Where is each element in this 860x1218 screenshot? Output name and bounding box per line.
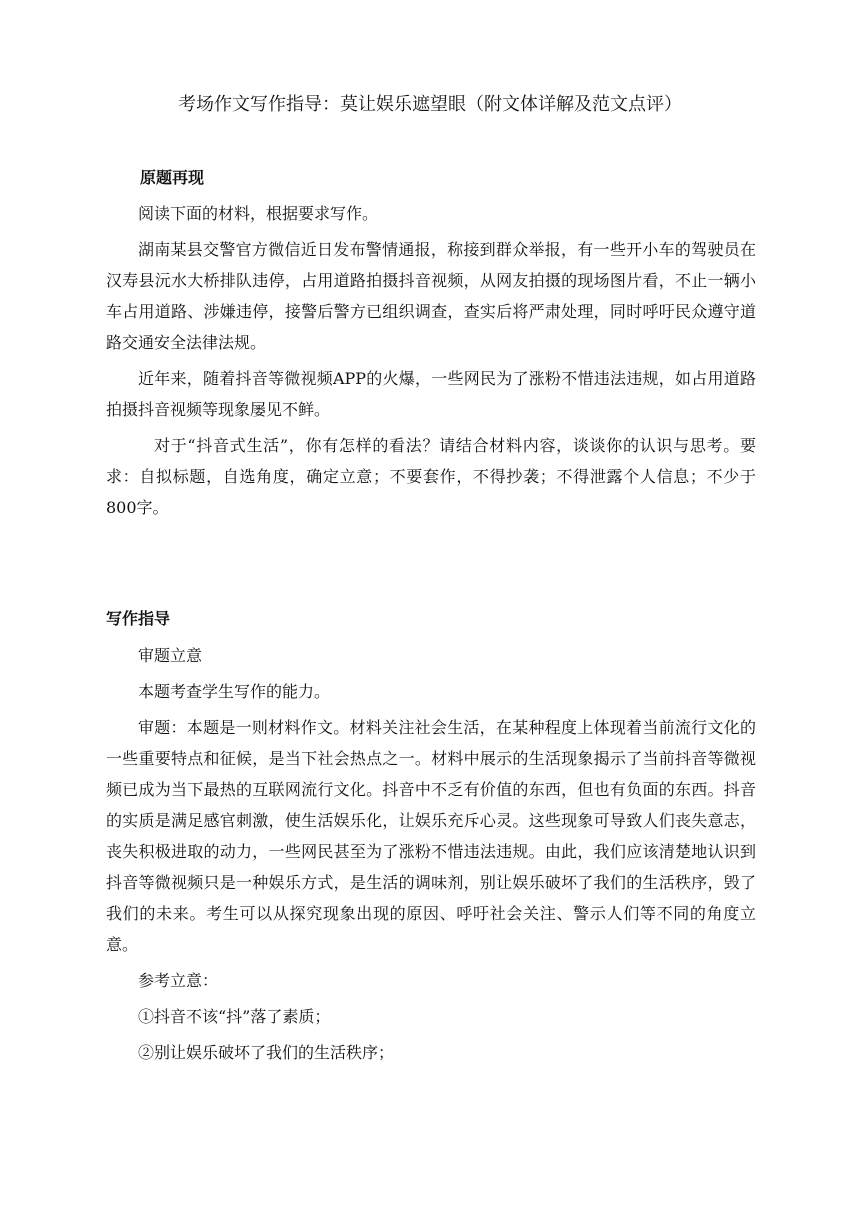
section-guide-body <box>106 640 756 1068</box>
list-item: ①抖音不该“抖”落了素质； <box>138 1007 331 1026</box>
section-heading: 原题再现 <box>140 168 205 187</box>
section-heading-original <box>140 166 756 190</box>
paragraph: 本题考查学生写作的能力。 <box>138 682 331 701</box>
sub-heading: 审题立意 <box>138 646 203 665</box>
section-original-body <box>106 198 756 523</box>
section-heading: 写作指导 <box>106 609 171 628</box>
list-item: ②别让娱乐破坏了我们的生活秩序； <box>138 1043 395 1062</box>
paragraph: 阅读下面的材料，根据要求写作。 <box>138 204 379 223</box>
paragraph: 审题：本题是一则材料作文。材料关注社会生活，在某种程度上体现着当前流行文化的一些重要特点和征候，是当下社会热点之一。材料中展示的生活现象揭示了当前抖音等微视频已成为当下最热的互联网流行文化。抖音中不乏有价值的东西，但也有负面的东西。抖音的实质是满足感官刺激，使生活娱乐化，让娱乐充斥心灵。这些现象可导致人们丧失意志，丧失积极进取的动力，一些网民甚至为了涨粉不惜违法违规。由此，我们应该清楚地认识到抖音等微视频只是一种娱乐方式，是生活的调味剂，别让娱乐破坏了我们的生活秩序，毁了我们的未来。考生可以从探究现象出现的原因、呼吁社会关注、警示人们等不同的角度立意。 <box>106 718 756 954</box>
document-title: 考场作文写作指导：莫让娱乐遮望眼（附文体详解及范文点评） <box>178 94 682 115</box>
paragraph: 湖南某县交警官方微信近日发布警情通报，称接到群众举报，有一些开小车的驾驶员在汉寿县沅水大桥排队违停，占用道路拍摄抖音视频，从网友拍摄的现场图片看，不止一辆小车占用道路、涉嫌违停，接警后警方已组织调查，查实后将严肃处理，同时呼吁民众遵守道路交通安全法律法规。 <box>106 240 756 352</box>
paragraph: 对于“抖音式生活”，你有怎样的看法？请结合材料内容，谈谈你的认识与思考。要求：自拟标题，自选角度，确定立意；不要套作，不得抄袭；不得泄露个人信息；不少于800字。 <box>106 436 756 517</box>
paragraph: 近年来，随着抖音等微视频APP的火爆，一些网民为了涨粉不惜违法违规，如占用道路拍摄抖音视频等现象屡见不鲜。 <box>106 369 756 419</box>
section-heading-guide <box>106 607 756 631</box>
paragraph: 参考立意： <box>138 971 219 990</box>
